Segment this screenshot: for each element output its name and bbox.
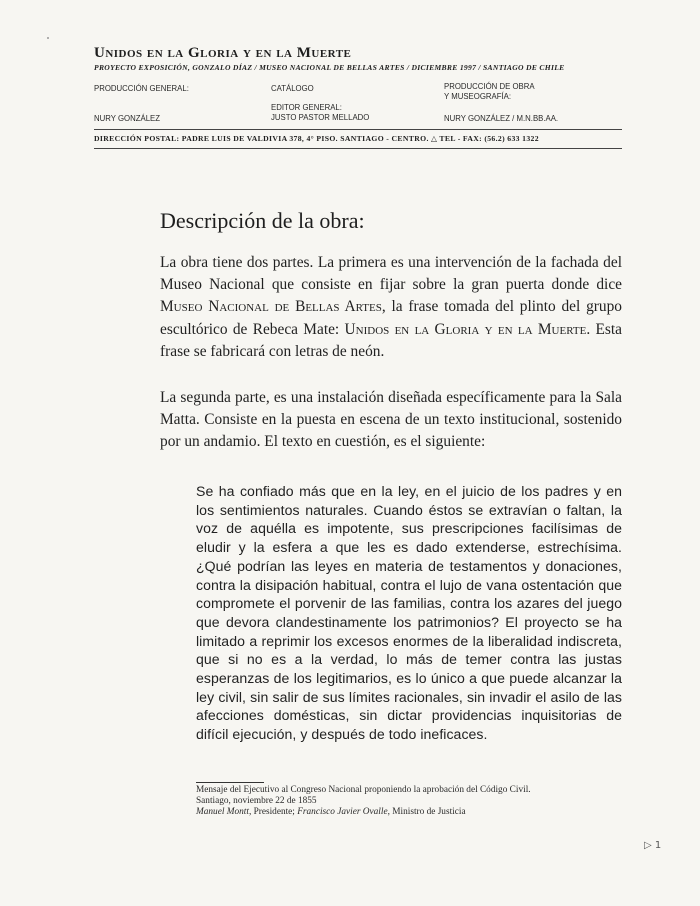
header-title: Unidos en la Gloria y en la Muerte	[94, 45, 352, 61]
paragraph-text: , la frase tomada del plinto del grupo escultórico de Rebeca Mate:	[160, 298, 622, 338]
credit-produccion-obra-name: NURY GONZÁLEZ / M.N.BB.AA.	[444, 114, 559, 123]
section-heading: Descripción de la obra:	[160, 208, 365, 233]
footnote-minister-role: , Ministro de Justicia	[387, 807, 466, 817]
footnote-role: , Presidente;	[248, 807, 298, 817]
paragraph-text: La obra tiene dos partes. La primera es una intervención de la fachada del Museo Nacional que consiste en fijar sobre la gran puerta donde dice	[160, 254, 622, 294]
speck-mark	[47, 37, 49, 39]
page-number: ▷ 1	[644, 840, 662, 851]
credit-editor-label: EDITOR GENERAL:	[271, 103, 342, 112]
footnote-rule	[196, 782, 264, 783]
credit-museografia-label: Y MUSEOGRAFÍA:	[444, 92, 512, 101]
credit-produccion-obra-label: PRODUCCIÓN DE OBRA	[444, 82, 535, 91]
phrase-smallcaps: Unidos en la Gloria y en la Muerte	[344, 320, 587, 338]
header-subtitle: PROYECTO EXPOSICIÓN, GONZALO DÍAZ / MUSEO NACIONAL DE BELLAS ARTES / DICIEMBRE 1997 / SANTIAGO DE CHILE	[94, 63, 565, 72]
postal-address: DIRECCIÓN POSTAL: PADRE LUIS DE VALDIVIA 378, 4° PISO. SANTIAGO - CENTRO. △ TEL - FAX: (56.2) 633 1322	[94, 134, 539, 143]
footnote-source: Mensaje del Ejecutivo al Congreso Nacional proponiendo la aprobación del Código Civil.	[196, 785, 531, 795]
credit-produccion-general-name: NURY GONZÁLEZ	[94, 114, 160, 123]
header-rule-bottom	[94, 148, 622, 149]
paragraph-second-part: La segunda parte, es una instalación diseñada específicamente para la Sala Matta. Consiste en la puesta en escena de un texto institucional, sostenido por un andamio. El texto en cuestión, es el siguiente:	[160, 389, 622, 451]
museum-name-smallcaps: Museo Nacional de Bellas Artes	[160, 298, 382, 316]
credit-produccion-general-label: PRODUCCIÓN GENERAL:	[94, 84, 189, 93]
header-rule-top	[94, 129, 622, 130]
footnote-minister: Francisco Javier Ovalle	[297, 807, 388, 817]
quoted-text: Se ha confiado más que en la ley, en el juicio de los padres y en los sentimientos naturales. Cuando éstos se extravían o faltan, la voz de aquélla es impotente, sus prescripciones facilísimas de eludir y la esfera a que les es dado extenderse, estrechísima. ¿Qué podrían las leyes en materia de testamentos y donaciones, contra la disipación habitual, contra el lujo de vana ostentación que compromete el porvenir de las familias, contra los azares del juego que devora clandestinamente los patrimonios? El proyecto se ha limitado a reprimir los excesos enormes de la liberalidad indiscreta, que si no es a la verdad, lo más de temer contra las justas esperanzas de los legitimarios, es lo único a que puede alcanzar la ley civil, sin salir de sus límites racionales, sin invadir el asilo de las afecciones domésticas, sin dictar providencias inquisitorias de difícil ejecución, y después de todo ineficaces.	[196, 483, 622, 743]
paragraph-text: . Esta frase se fabricará con letras de neón.	[160, 320, 622, 360]
footnote-author: Manuel Montt	[196, 807, 249, 817]
footnote-signatories	[196, 807, 626, 819]
paragraph-first-part	[160, 252, 622, 363]
credit-editor-name: JUSTO PASTOR MELLADO	[271, 113, 370, 122]
credit-catalogo-label: CATÁLOGO	[271, 84, 314, 93]
footnote-date: Santiago, noviembre 22 de 1855	[196, 796, 317, 806]
